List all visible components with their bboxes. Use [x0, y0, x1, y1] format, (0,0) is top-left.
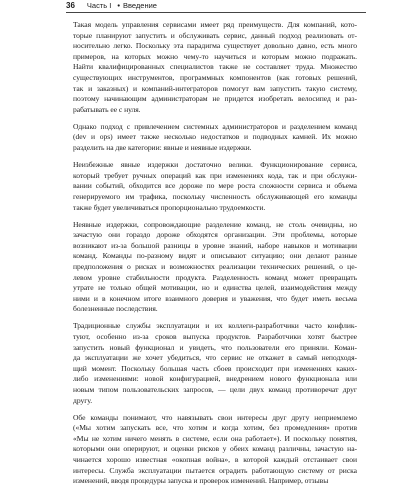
text-line: так и заказных) и компаний-интеграторов помогут вам запустить такую систему,: [73, 83, 357, 93]
paragraph: [73, 413, 357, 487]
paragraph: [73, 20, 357, 115]
text-line: болезненные последствия.: [73, 304, 158, 314]
text-line: носительно легко. Поскольку эта парадигма существует довольно давно, есть много: [73, 41, 357, 51]
text-line: чинается хорошо известная «окопная война», в которой каждый отстаивает свои: [73, 455, 357, 465]
text-line: (dev и ops) имеет также несколько недостатков и подводных камней. Их можно: [73, 132, 357, 142]
text-line: Неизбежные явные издержки достаточно велики. Функционирование сервиса,: [73, 160, 357, 170]
body-text: [73, 20, 357, 493]
paragraph: [73, 321, 357, 406]
text-line: запустить новый функционал и увидеть, что пользователи его приняли. Коман-: [73, 342, 357, 352]
text-line: («Мы хотим запускать все, что хотим и когда хотим, без промедления» против: [73, 423, 357, 433]
text-line: новым типом пользовательских запросов, — цели двух команд противоречат друг: [73, 385, 357, 394]
text-line: Неявные издержки, сопровождающие разделение команд, не столь очевидны, но: [73, 219, 357, 229]
text-line: возникают из-за большой разницы в уровне знаний, наборе навыков и мотивации: [73, 240, 357, 250]
text-line: Обе команды понимают, что навязывать свои интересы друг другу неприемлемо: [73, 412, 357, 422]
text-line: торые планируют запустить и обслуживать сервис, данный подход реализовать от-: [73, 30, 357, 40]
text-line: утрате не только общей мотивации, но и единства целей, взаимодействия между: [73, 283, 357, 293]
paragraph: [73, 122, 357, 154]
text-line: ними и в конечном итоге взаимного доверия и уважения, что будет иметь весьма: [73, 293, 357, 303]
header-bullet: •: [117, 1, 120, 10]
text-line: существующих инструментов, программных компонентов (как готовых решений,: [73, 72, 357, 82]
text-line: вании событий, обходится все дороже по мере роста сложности сервиса и объема: [73, 181, 357, 191]
text-line: Такая модель управления сервисами имеет ряд преимуществ. Для компаний, кото-: [73, 20, 357, 29]
text-line: примеров, на которых можно чему-то научиться и которым можно подражать.: [73, 51, 357, 61]
text-line: рабатывать ее с нуля.: [73, 104, 141, 114]
text-line: щий момент. Поскольку большая часть сбоев происходит при изменениях каких-: [73, 363, 357, 373]
section-title: Введение: [122, 1, 157, 10]
text-line: зачастую они гораздо дороже обходятся организации. Эти проблемы, которые: [73, 230, 357, 240]
text-line: левом уровне стабильности продукта. Разделенность команд может превращать: [73, 272, 357, 282]
text-line: «Мы не хотим ничего менять в системе, если она работает»). И поскольку понятия,: [73, 433, 357, 443]
text-line: команд. Команды по-разному видят и описывают ситуацию; они делают разные: [73, 251, 357, 261]
text-line: да эксплуатации же хочет убедиться, что сервис не откажет в самый неподходя-: [73, 353, 357, 363]
text-line: поэтому начинающим администраторам не придется изобретать велосипед и раз-: [73, 94, 357, 104]
text-line: предположения о рисках и возможностях реализации технических решений, о це-: [73, 261, 357, 271]
text-line: другу.: [73, 395, 93, 405]
text-line: Традиционные службы эксплуатации и их коллеги-разработчики часто конфлик-: [73, 321, 357, 331]
running-head: [66, 0, 366, 12]
page-number: 36: [66, 1, 75, 10]
text-line: которыми они оперируют, и оценки рисков у обеих команд различны, зачастую на-: [73, 444, 357, 454]
text-line: который требует ручных операций как при изменениях кода, так и при обслужи-: [73, 170, 357, 180]
text-line: Найти квалифицированных специалистов также не составляет труда. Множество: [73, 62, 357, 72]
paragraph: [73, 160, 357, 213]
text-line: разделить на две категории: явные и неявные издержки.: [73, 143, 252, 153]
text-line: либо изменениями: новой конфигурацией, внедрением нового функционала или: [73, 374, 357, 384]
text-line: Однако подход с привлечением системных администраторов и разделением команд: [73, 121, 357, 131]
header-rule: [66, 12, 366, 13]
text-line: также будет увеличиваться пропорционально трудоемкости.: [73, 202, 266, 212]
text-line: изменений, вводя процедуры запуска и проверок изменений. Например, отзывы: [73, 476, 329, 486]
text-line: туют, особенно из-за сроков выпуска продуктов. Разработчики хотят быстрее: [73, 332, 357, 342]
text-line: интересы. Служба эксплуатации пытается оградить работающую систему от риска: [73, 465, 357, 475]
paragraph: [73, 220, 357, 315]
part-label: Часть I: [86, 1, 112, 10]
text-line: генерируемого им трафика, поскольку численность обслуживающей его команды: [73, 191, 357, 201]
